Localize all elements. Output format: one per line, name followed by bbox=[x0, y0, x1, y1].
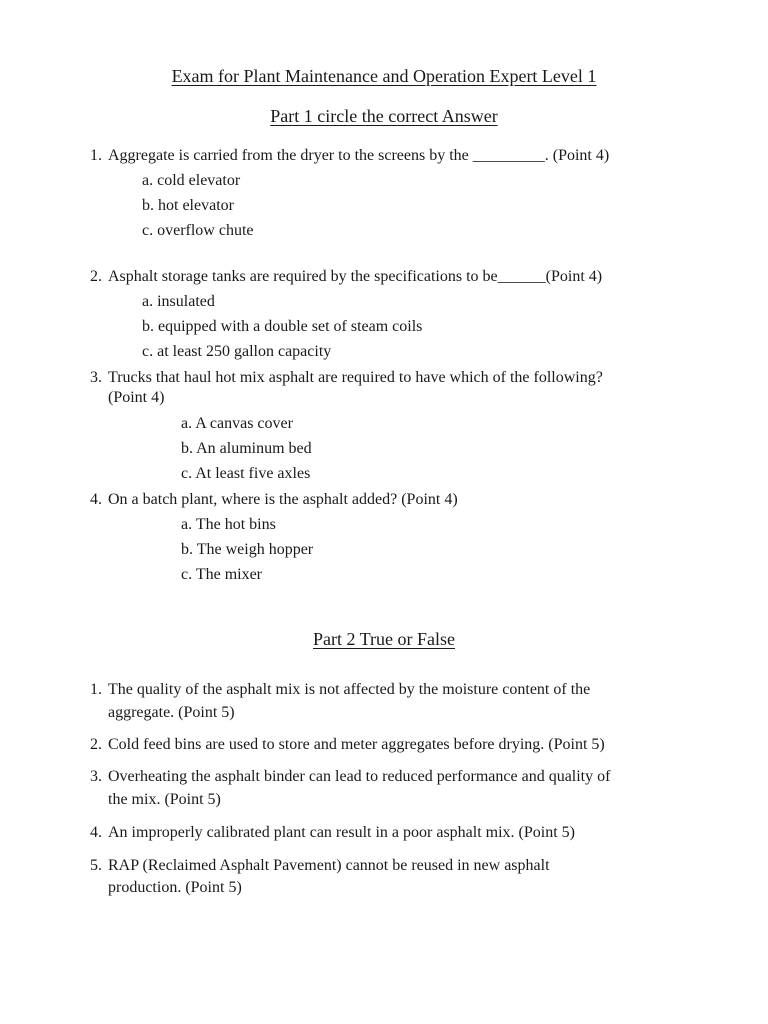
question-number: 3. bbox=[90, 768, 102, 785]
answer-option-b[interactable]: b. The weigh hopper bbox=[181, 541, 314, 558]
answer-option-c[interactable]: c. overflow chute bbox=[142, 222, 254, 239]
question-number: 5. bbox=[90, 857, 102, 874]
question-text-continued: the mix. (Point 5) bbox=[108, 791, 221, 808]
question-number: 1. bbox=[90, 147, 102, 164]
answer-option-c[interactable]: c. At least five axles bbox=[181, 465, 311, 482]
question-number: 1. bbox=[90, 681, 102, 698]
answer-option-a[interactable]: a. insulated bbox=[142, 293, 215, 310]
question-number: 2. bbox=[90, 268, 102, 285]
question-text-continued: (Point 4) bbox=[108, 389, 165, 406]
question-text-continued: aggregate. (Point 5) bbox=[108, 704, 235, 721]
question-text: Overheating the asphalt binder can lead to reduced performance and quality of bbox=[108, 768, 611, 785]
question-text: RAP (Reclaimed Asphalt Pavement) cannot be reused in new asphalt bbox=[108, 857, 550, 874]
question-number: 4. bbox=[90, 824, 102, 841]
answer-option-b[interactable]: b. hot elevator bbox=[142, 197, 234, 214]
question-text: On a batch plant, where is the asphalt added? (Point 4) bbox=[108, 491, 458, 508]
part2-heading: Part 2 True or False bbox=[312, 629, 455, 649]
question-number: 4. bbox=[90, 491, 102, 508]
question-number: 2. bbox=[90, 736, 102, 753]
answer-option-c[interactable]: c. The mixer bbox=[181, 566, 263, 583]
question-text: Aggregate is carried from the dryer to the screens by the _________. (Point 4) bbox=[108, 147, 610, 164]
question-text: Cold feed bins are used to store and meter aggregates before drying. (Point 5) bbox=[108, 736, 605, 753]
exam-title: Exam for Plant Maintenance and Operation Expert Level 1 bbox=[171, 66, 597, 86]
question-text: Asphalt storage tanks are required by the specifications to be______(Point 4) bbox=[108, 268, 603, 285]
answer-option-a[interactable]: a. The hot bins bbox=[181, 516, 276, 533]
answer-option-a[interactable]: a. cold elevator bbox=[142, 172, 241, 189]
answer-option-a[interactable]: a. A canvas cover bbox=[181, 415, 293, 432]
answer-option-b[interactable]: b. An aluminum bed bbox=[181, 440, 312, 457]
question-text-continued: production. (Point 5) bbox=[108, 879, 242, 896]
question-text: Trucks that haul hot mix asphalt are required to have which of the following? bbox=[108, 369, 603, 386]
question-number: 3. bbox=[90, 369, 102, 386]
answer-option-c[interactable]: c. at least 250 gallon capacity bbox=[142, 343, 332, 360]
answer-option-b[interactable]: b. equipped with a double set of steam coils bbox=[142, 318, 423, 335]
part1-heading: Part 1 circle the correct Answer bbox=[270, 106, 498, 126]
question-text: The quality of the asphalt mix is not affected by the moisture content of the bbox=[108, 681, 591, 698]
question-text: An improperly calibrated plant can result in a poor asphalt mix. (Point 5) bbox=[108, 824, 575, 841]
